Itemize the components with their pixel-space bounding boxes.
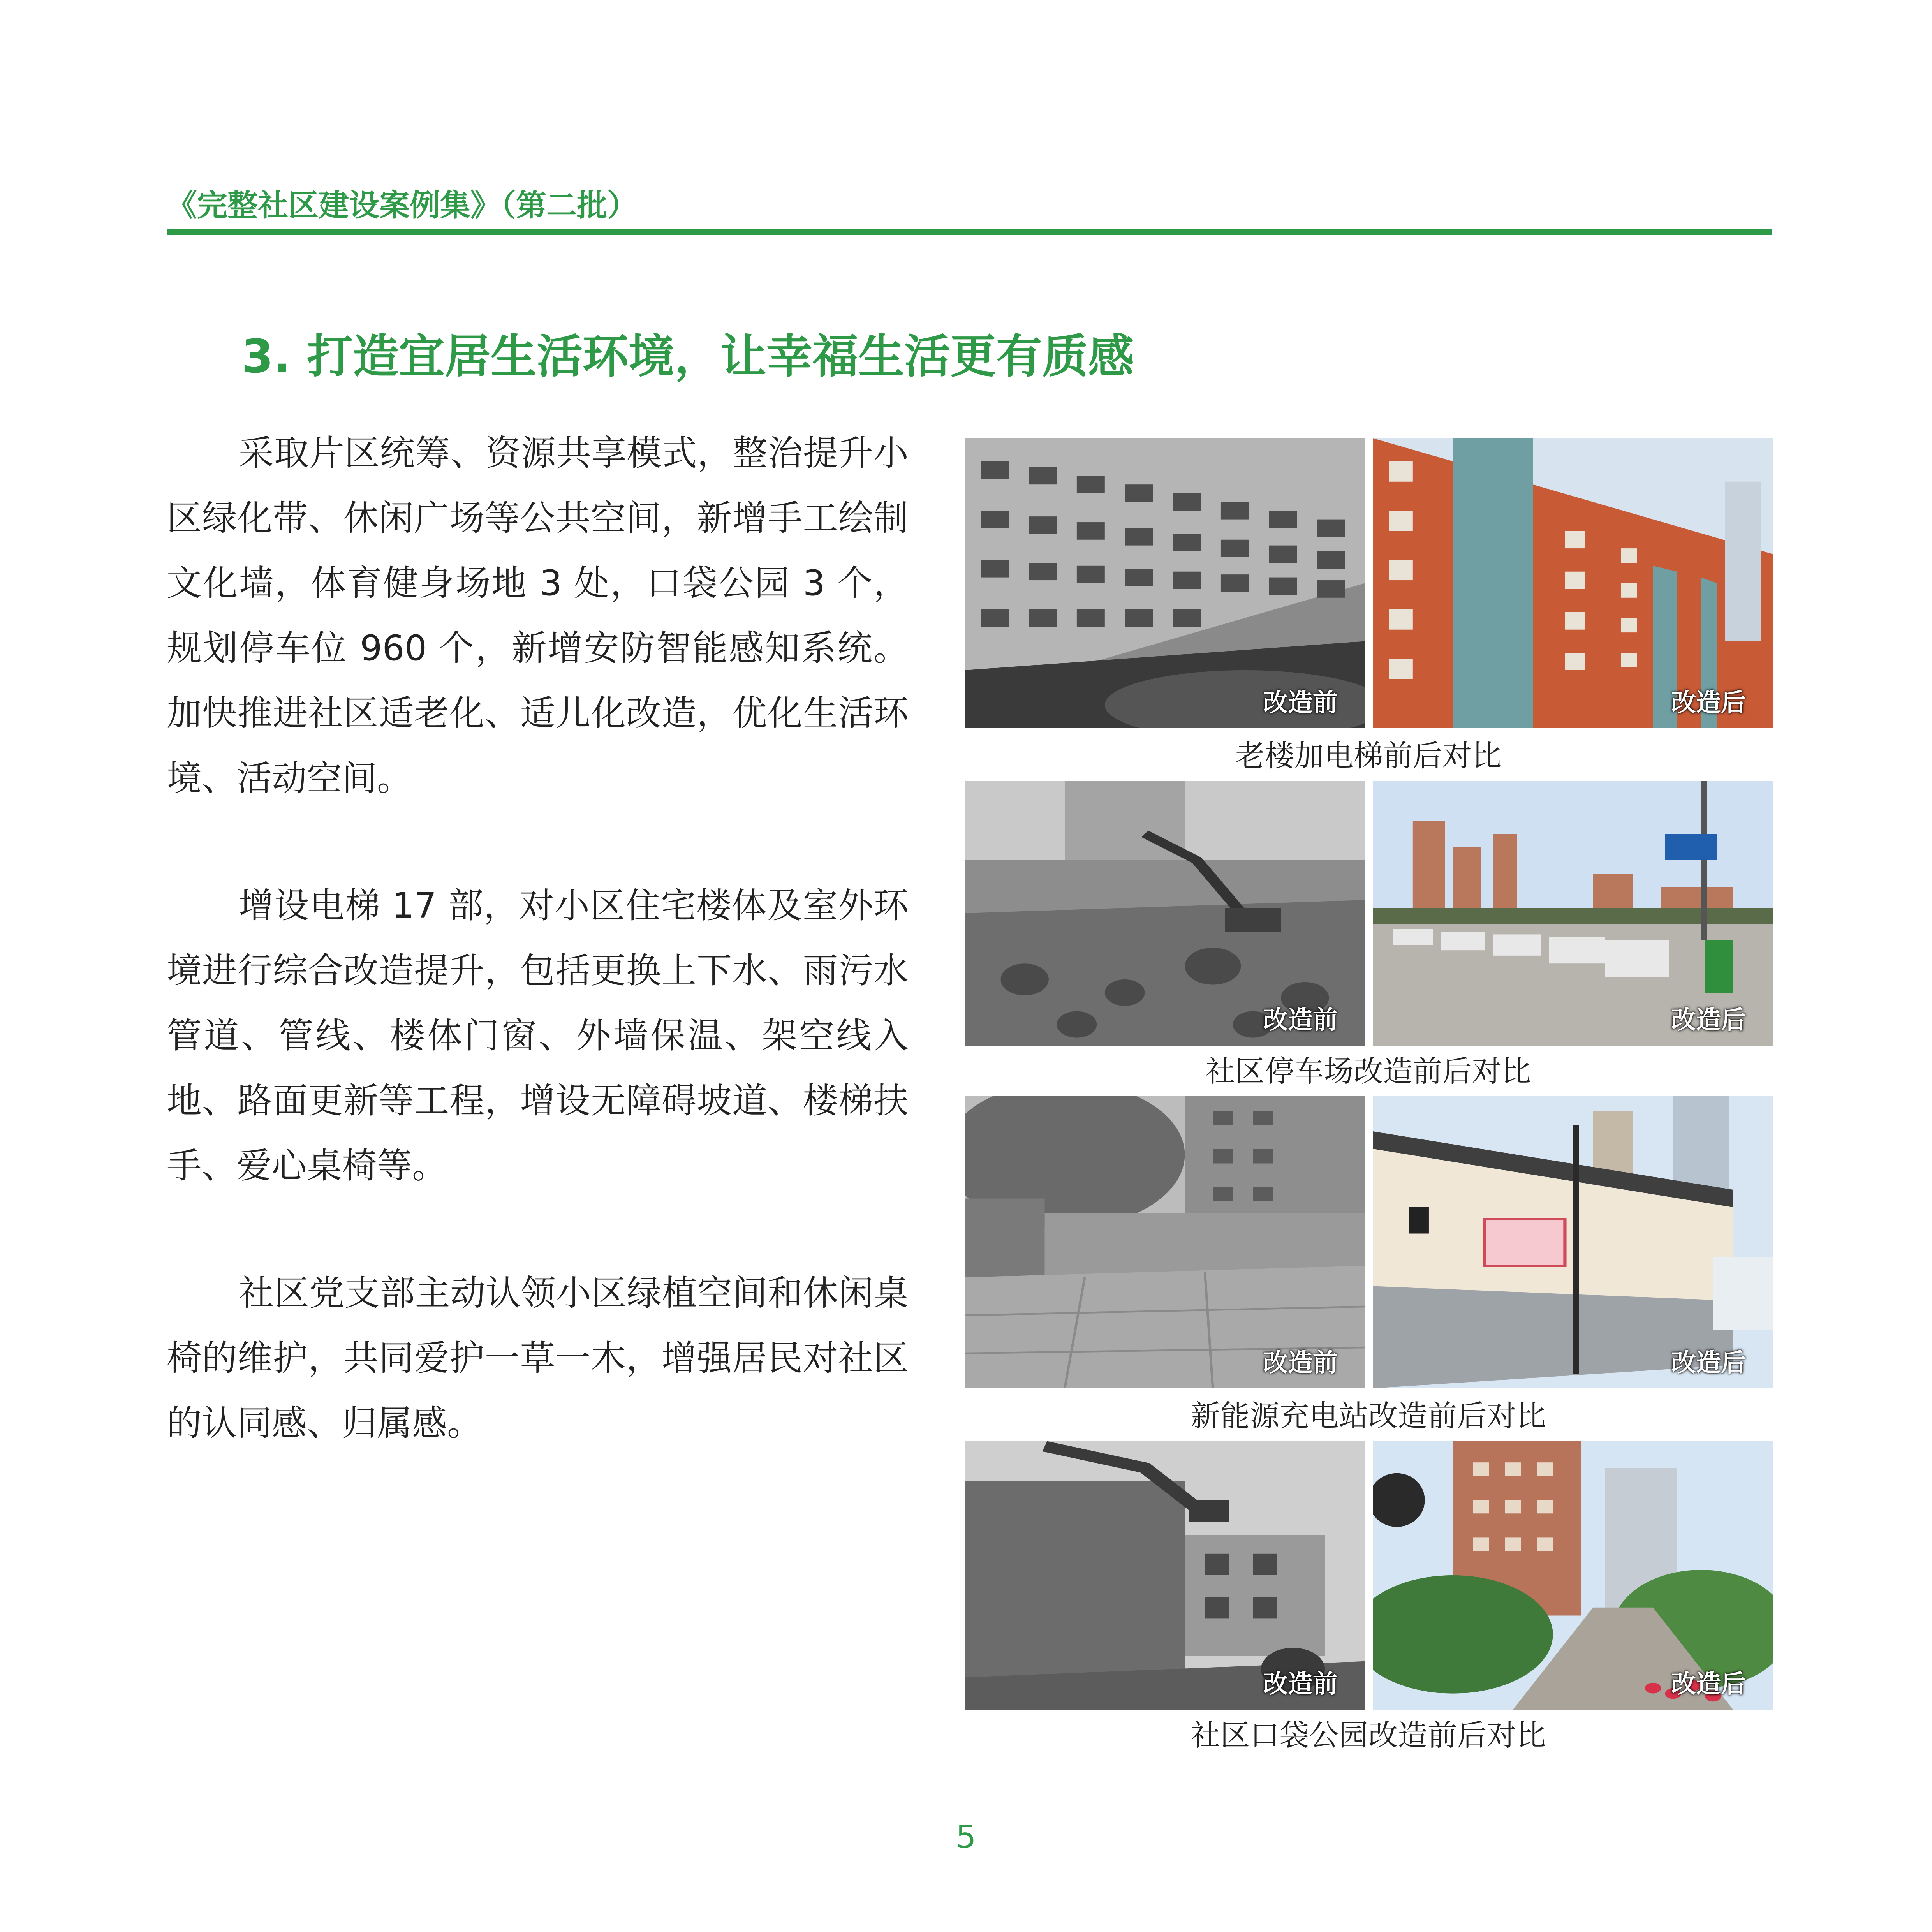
photo-park-after — [1373, 1441, 1773, 1710]
photo-parking-after — [1373, 781, 1773, 1046]
before-label: 改造前 — [1263, 1670, 1338, 1699]
before-label: 改造前 — [1263, 1006, 1338, 1035]
section-heading: 3. 打造宜居生活环境，让幸福生活更有质感 — [241, 329, 1134, 383]
photo-park-before — [965, 1441, 1365, 1710]
paragraph-elevators: 增设电梯 17 部，对小区住宅楼体及室外环境进行综合改造提升，包括更换上下水、雨污水管道、管线、楼体门窗、外墙保温、架空线入地、路面更新等工程，增设无障碍坡道、楼梯扶手、爱心桌椅等。 — [167, 885, 909, 1186]
header-divider — [167, 229, 1772, 235]
photo-elevator-before — [965, 438, 1365, 728]
page-number: 5 — [956, 1819, 976, 1856]
document-header-title: 《完整社区建设案例集》（第二批） — [167, 188, 638, 223]
caption-elevator: 老楼加电梯前后对比 — [1235, 738, 1502, 773]
after-label: 改造后 — [1671, 1349, 1746, 1377]
before-label: 改造前 — [1263, 689, 1338, 717]
photo-charging-before — [965, 1096, 1365, 1388]
photo-parking-before — [965, 781, 1365, 1046]
before-label: 改造前 — [1263, 1349, 1338, 1377]
after-label: 改造后 — [1671, 689, 1746, 717]
after-label: 改造后 — [1671, 1670, 1746, 1699]
photo-elevator-after — [1373, 438, 1773, 728]
photo-charging-after — [1373, 1096, 1773, 1388]
body-text — [167, 421, 909, 1518]
caption-parking: 社区停车场改造前后对比 — [1205, 1054, 1531, 1088]
paragraph-party-branch: 社区党支部主动认领小区绿植空间和休闲桌椅的维护，共同爱护一草一木，增强居民对社区的认同感、归属感。 — [167, 1273, 909, 1444]
after-label: 改造后 — [1671, 1006, 1746, 1035]
paragraph-public-space: 采取片区统筹、资源共享模式，整治提升小区绿化带、休闲广场等公共空间，新增手工绘制文化墙，体育健身场地 3 处，口袋公园 3 个，规划停车位 960 个，新增安防智能感知系统。加快推进社区适老化、适儿化改造，优化生活环境、活动空间。 — [167, 433, 909, 799]
caption-park: 社区口袋公园改造前后对比 — [1191, 1718, 1546, 1752]
caption-charging: 新能源充电站改造前后对比 — [1191, 1398, 1546, 1433]
